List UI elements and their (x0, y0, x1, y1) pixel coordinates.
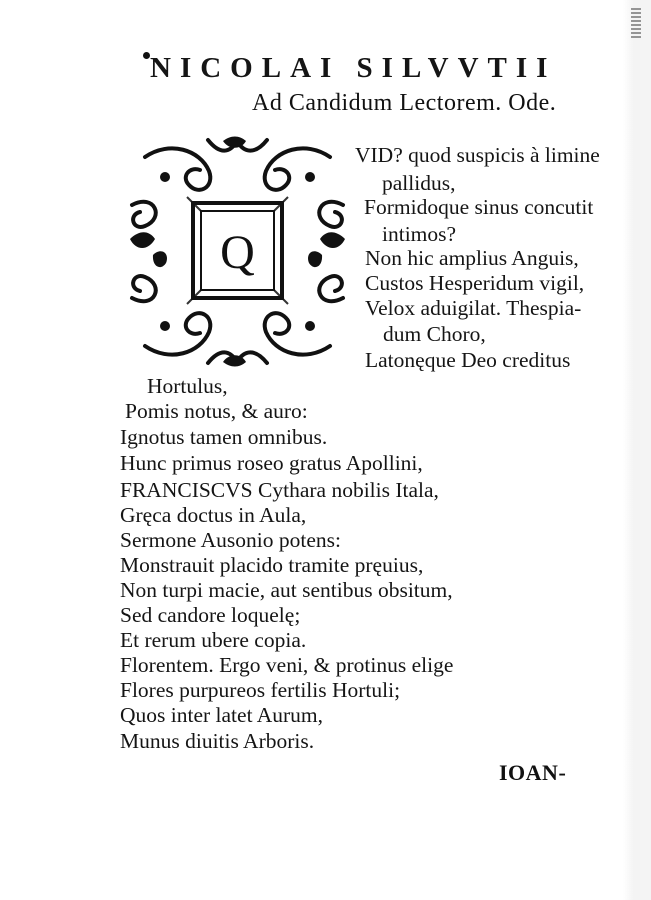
verse-line: FRANCISCVS Cythara nobilis Itala, (120, 478, 439, 502)
verse-line: Non hic amplius Anguis, (365, 246, 579, 270)
catchword: IOAN- (499, 760, 567, 785)
verse-line: Latonęque Deo creditus (365, 348, 571, 372)
verse-line: Monstrauit placido tramite pręuius, (120, 553, 424, 577)
author-heading: NICOLAI SILVVTII (150, 52, 557, 84)
verse-line: Sed candore loquelę; (120, 603, 301, 627)
initial-letter: Q (220, 226, 255, 279)
verse-line: Ignotus tamen omnibus. (120, 425, 328, 449)
verse-line: Non turpi macie, aut sentibus obsitum, (120, 578, 453, 602)
verse-line: dum Choro, (383, 322, 486, 346)
verse-line: Gręca doctus in Aula, (120, 503, 307, 527)
verse-line: Custos Hesperidum vigil, (365, 271, 585, 295)
verse-line: Florentem. Ergo veni, & protinus elige (120, 653, 454, 677)
verse-line: Hunc primus roseo gratus Apollini, (120, 451, 423, 475)
ode-title: Ad Candidum Lectorem. Ode. (252, 90, 557, 116)
verse-line: Velox aduigilat. Thespia- (365, 296, 582, 320)
verse-line: Quos inter latet Aurum, (120, 703, 324, 727)
verse-line: intimos? (382, 222, 457, 246)
verse-line: Pomis notus, & auro: (125, 399, 308, 423)
verse-line: Formidoque sinus concutit (364, 195, 594, 219)
verse-line: Munus diuitis Arboris. (120, 729, 315, 753)
verse-line: Et rerum ubere copia. (120, 628, 307, 652)
verse-line: Sermone Ausonio potens: (120, 528, 341, 552)
verse-line: pallidus, (382, 171, 456, 195)
verse-line: Hortulus, (147, 374, 228, 398)
verse-line: Flores purpureos fertilis Hortuli; (120, 678, 401, 702)
verse-line: VID? quod suspicis à limine (355, 143, 600, 167)
